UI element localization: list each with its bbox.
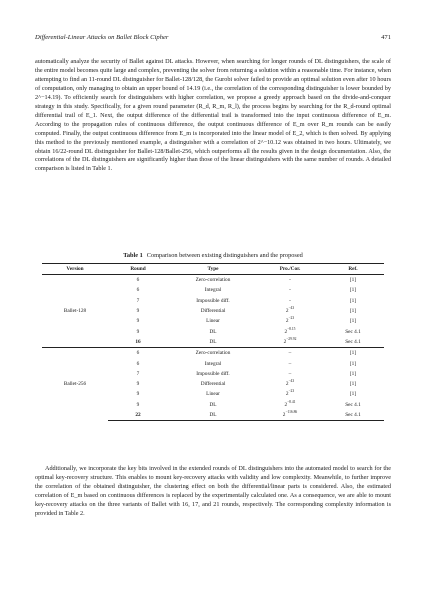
cell-round: 6 [136,287,140,294]
body-paragraph-2 [35,465,391,519]
cell-round: 9 [136,328,140,335]
cell-prob: - [289,287,291,294]
cell-round: 22 [108,410,168,421]
cell-prob: $2^{-8.15}$ [284,326,296,335]
cell-type: DL [209,338,217,345]
cell-type: Impossible diff. [196,297,230,304]
cell-ref: [1] [322,348,384,359]
cell-type: Differential [200,308,226,315]
cell-type: DL [209,328,217,335]
cell-prob: - [289,277,291,284]
cell-ref: [1] [349,287,357,294]
cell-version: Ballet-128 [63,308,87,315]
cell-prob: $2^{-116.86}$ [258,410,322,421]
cell-type: Zero-correlation [168,348,258,359]
cell-round: 6 [136,360,140,367]
comparison-table [42,263,384,421]
cell-round: 9 [136,308,140,315]
header-type: Type [168,264,258,275]
paragraph-2-text: Additionally, we incorporate the key bits involved in the extended rounds of DL distinguishers into the automated model to search for the optimal key-recovery structure. This enables to mount key-recovery attacks with validity and low complexity. Meanwhile, to further improve the correlation of the obtained distinguisher, the clustering effect on both the differential/linear parts is considered. Also, the estimated correlation of E_m based on continuous differences is replaced by the experimentally calculated one. As a consequence, we are able to mount key-recovery attacks on the three variants of Ballet with 16, 17, and 21 rounds, respectively. The corresponding complexity information is provided in Table 2. [35,465,391,517]
cell-ref: [1] [349,370,357,377]
table-header-row [42,264,384,275]
cell-type: DL [209,401,217,408]
cell-prob: – [288,360,292,367]
header-prob-cor: Pro./Cor. [258,264,322,275]
cell-type: Integral [204,360,222,367]
cell-type: Differential [200,381,226,388]
cell-round: 9 [136,318,140,325]
cell-version: Ballet-256 [42,348,108,421]
cell-ref: Sec 4.1 [322,410,384,421]
cell-round: 9 [136,391,140,398]
cell-ref: [1] [349,391,357,398]
header-version: Version [42,264,108,275]
cell-type: Integral [204,287,222,294]
cell-ref: [1] [349,318,357,325]
cell-type: Linear [206,318,220,325]
cell-prob: $2^{-43}$ [285,306,295,315]
cell-ref: [1] [349,360,357,367]
table-row [42,348,384,359]
table-row [42,275,384,286]
paragraph-1-text: automatically analyze the security of Ballet against DL attacks. However, when searching for longer rounds of DL distinguishers, the scale of the entire model becomes quite large and complex, preventing the solver from returning a solution within a reasonable time. For instance, when attempting to find an 11-round DL distinguisher for Ballet-128/128, the Gurobi solver failed to provide an optimal solution even after 10 hours of computation, only managing to obtain an upper bound of 14.19 (i.e., the correlation of the corresponding distinguisher is lower bounded by 2^−14.19). To efficiently search for distinguishers with higher correlation, we propose a greedy approach based on the divide-and-conquer strategy in this study. Specifically, for a given round parameter (R_d, R_m, R_l), the process begins by searching for the R_d-round optimal differential trail of E_1. Next, the output difference of the differential trail is transformed into the input continuous difference of E_m. According to the propagation rules of continuous difference, the output continuous difference of E_m over R_m rounds can be easily computed. Finally, the output continuous difference from E_m is incorporated into the linear model of E_2, which is then solved. By applying this method to the previously mentioned example, a distinguisher with a correlation of 2^−10.12 was obtained in two hours. Ultimately, we obtain 16/22-round DL distinguisher for Ballet-128/Ballet-256, which outperforms all the results given in the design documentation. Also, the correlations of the DL distinguishers are significantly higher than those of the linear distinguishers with the same number of rounds. A detailed comparison is listed in Table 1. [35,58,391,173]
header-ref: Ref. [322,264,384,275]
cell-ref: [1] [349,297,357,304]
cell-type: Impossible diff. [196,370,230,377]
table-body [42,275,384,421]
cell-prob: $2^{-43}$ [285,379,295,388]
cell-type: Zero-correlation [195,277,231,284]
cell-round: 9 [136,401,140,408]
page-number: 471 [381,34,391,41]
table-caption [35,251,391,260]
page-header [35,33,391,43]
cell-prob: $2^{-23}$ [285,316,295,325]
cell-round: 6 [136,277,140,284]
cell-round: 7 [136,297,140,304]
cell-prob: $2^{-23}$ [285,389,295,398]
cell-type: DL [168,410,258,421]
cell-ref: Sec 4.1 [345,328,361,335]
cell-round: 16 [135,338,141,345]
cell-prob: – [258,348,322,359]
cell-round: 7 [136,370,140,377]
cell-prob: – [288,370,292,377]
cell-ref: [1] [349,381,357,388]
cell-round: 6 [108,348,168,359]
cell-ref: Sec 4.1 [345,338,361,345]
cell-prob: $2^{-29.92}$ [283,337,297,345]
cell-type: Linear [206,391,220,398]
body-paragraph-1 [35,58,391,174]
table-caption-label: Table 1 [123,252,143,259]
table-caption-text: Comparison between existing distinguishers and the proposed [146,252,303,259]
cell-prob: $2^{-8.41}$ [284,399,296,408]
cell-round: 9 [136,381,140,388]
header-round: Round [108,264,168,275]
cell-ref: [1] [349,277,357,284]
cell-ref: Sec 4.1 [345,401,361,408]
running-title: Differential-Linear Attacks on Ballet Block Cipher [35,34,169,41]
cell-prob: - [289,297,291,304]
cell-ref: [1] [349,308,357,315]
